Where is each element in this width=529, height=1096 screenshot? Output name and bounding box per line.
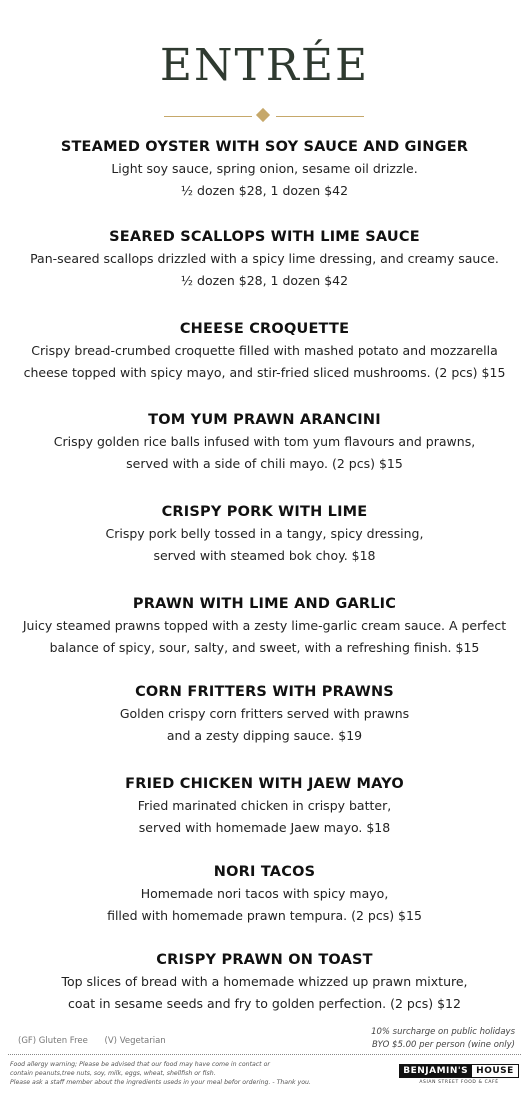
menu-item [0, 773, 529, 839]
menu-item-name: STEAMED OYSTER WITH SOY SAUCE AND GINGER [60, 139, 469, 155]
menu-item-name: PRAWN WITH LIME AND GARLIC [132, 596, 397, 612]
menu-item-description: ½ dozen $28, 1 dozen $42 [180, 273, 349, 288]
menu-item-description: Crispy golden rice balls infused with tom yum flavours and prawns, [53, 434, 476, 449]
logo-right-word: HOUSE [472, 1064, 519, 1078]
gluten-free-label: (GF) Gluten Free [18, 1036, 88, 1046]
logo-tagline: ASIAN STREET FOOD & CAFÉ [419, 1080, 499, 1085]
menu-item-description: Fried marinated chicken in crispy batter, [137, 798, 392, 813]
menu-item-description: and a zesty dipping sauce. $19 [166, 728, 363, 743]
menu-item-name: SEARED SCALLOPS WITH LIME SAUCE [109, 229, 420, 245]
allergy-line: Please ask a staff member about the ingredients useds in your meal befor ordering. - Thank you. [10, 1079, 311, 1086]
surcharge-note: 10% surcharge on public holidays [371, 1027, 515, 1037]
menu-item-description: Top slices of bread with a homemade whizzed up prawn mixture, [61, 974, 468, 989]
menu-item-description: filled with homemade prawn tempura. (2 pcs) $15 [107, 908, 422, 923]
menu-item [0, 861, 529, 927]
menu-item [0, 136, 529, 202]
menu-item-name: TOM YUM PRAWN ARANCINI [148, 412, 381, 428]
menu-item [0, 593, 529, 659]
menu-item-description: Crispy bread-crumbed croquette filled with mashed potato and mozzarella [31, 343, 498, 358]
logo-wordmark [403, 1064, 515, 1078]
menu-item [0, 949, 529, 1015]
menu-item-name: CHEESE CROQUETTE [179, 321, 350, 337]
menu-item-description: ½ dozen $28, 1 dozen $42 [180, 183, 349, 198]
menu-item-description: served with steamed bok choy. $18 [153, 548, 376, 563]
menu-item-name: FRIED CHICKEN WITH JAEW MAYO [125, 776, 404, 792]
menu-item-description: Crispy pork belly tossed in a tangy, spicy dressing, [105, 526, 424, 541]
menu-item-description: Golden crispy corn fritters served with prawns [119, 706, 410, 721]
menu-item-description: served with homemade Jaew mayo. $18 [138, 820, 391, 835]
restaurant-logo [403, 1064, 515, 1085]
menu-item-name: CORN FRITTERS WITH PRAWNS [135, 684, 394, 700]
menu-item [0, 681, 529, 747]
menu-item-description: balance of spicy, sour, salty, and sweet, with a refreshing finish. $15 [49, 640, 480, 655]
menu-item-description: cheese topped with spicy mayo, and stir-fried sliced mushrooms. (2 pcs) $15 [23, 365, 506, 380]
menu-item-description: Light soy sauce, spring onion, sesame oil drizzle. [111, 161, 418, 176]
vegetarian-label: (V) Vegetarian [104, 1036, 166, 1046]
menu-item-name: CRISPY PRAWN ON TOAST [156, 952, 373, 968]
dietary-legend [18, 1036, 180, 1046]
menu-item [0, 409, 529, 475]
divider-line-right [276, 116, 364, 117]
menu-item-name: NORI TACOS [213, 864, 316, 880]
logo-left-word: BENJAMIN'S [399, 1064, 472, 1078]
menu-item [0, 501, 529, 567]
menu-item-description: Homemade nori tacos with spicy mayo, [140, 886, 389, 901]
menu-item-description: Juicy steamed prawns topped with a zesty lime-garlic cream sauce. A perfect [22, 618, 507, 633]
menu-header [0, 28, 529, 104]
allergy-line: Food allergy warning; Please be advised that our food may have come in contact or [10, 1061, 270, 1068]
menu-item-name: CRISPY PORK WITH LIME [161, 504, 368, 520]
divider-line-left [164, 116, 252, 117]
menu-item-description: coat in sesame seeds and fry to golden perfection. (2 pcs) $12 [68, 996, 461, 1011]
allergy-line: contain peanuts,tree nuts, soy, milk, eggs, wheat, shellfish or fish. [10, 1070, 216, 1077]
byo-note: BYO $5.00 per person (wine only) [371, 1040, 515, 1050]
menu-item [0, 226, 529, 292]
menu-item [0, 318, 529, 384]
page-title: ENTRÉE [159, 40, 370, 91]
diamond-ornament-icon [256, 108, 270, 122]
menu-item-description: served with a side of chili mayo. (2 pcs) $15 [126, 456, 403, 471]
surcharge-notes [371, 1026, 515, 1052]
ornament-divider [164, 114, 364, 120]
menu-item-description: Pan-seared scallops drizzled with a spicy lime dressing, and creamy sauce. [30, 251, 499, 266]
allergy-warning [10, 1060, 330, 1087]
footer-divider [8, 1054, 521, 1055]
